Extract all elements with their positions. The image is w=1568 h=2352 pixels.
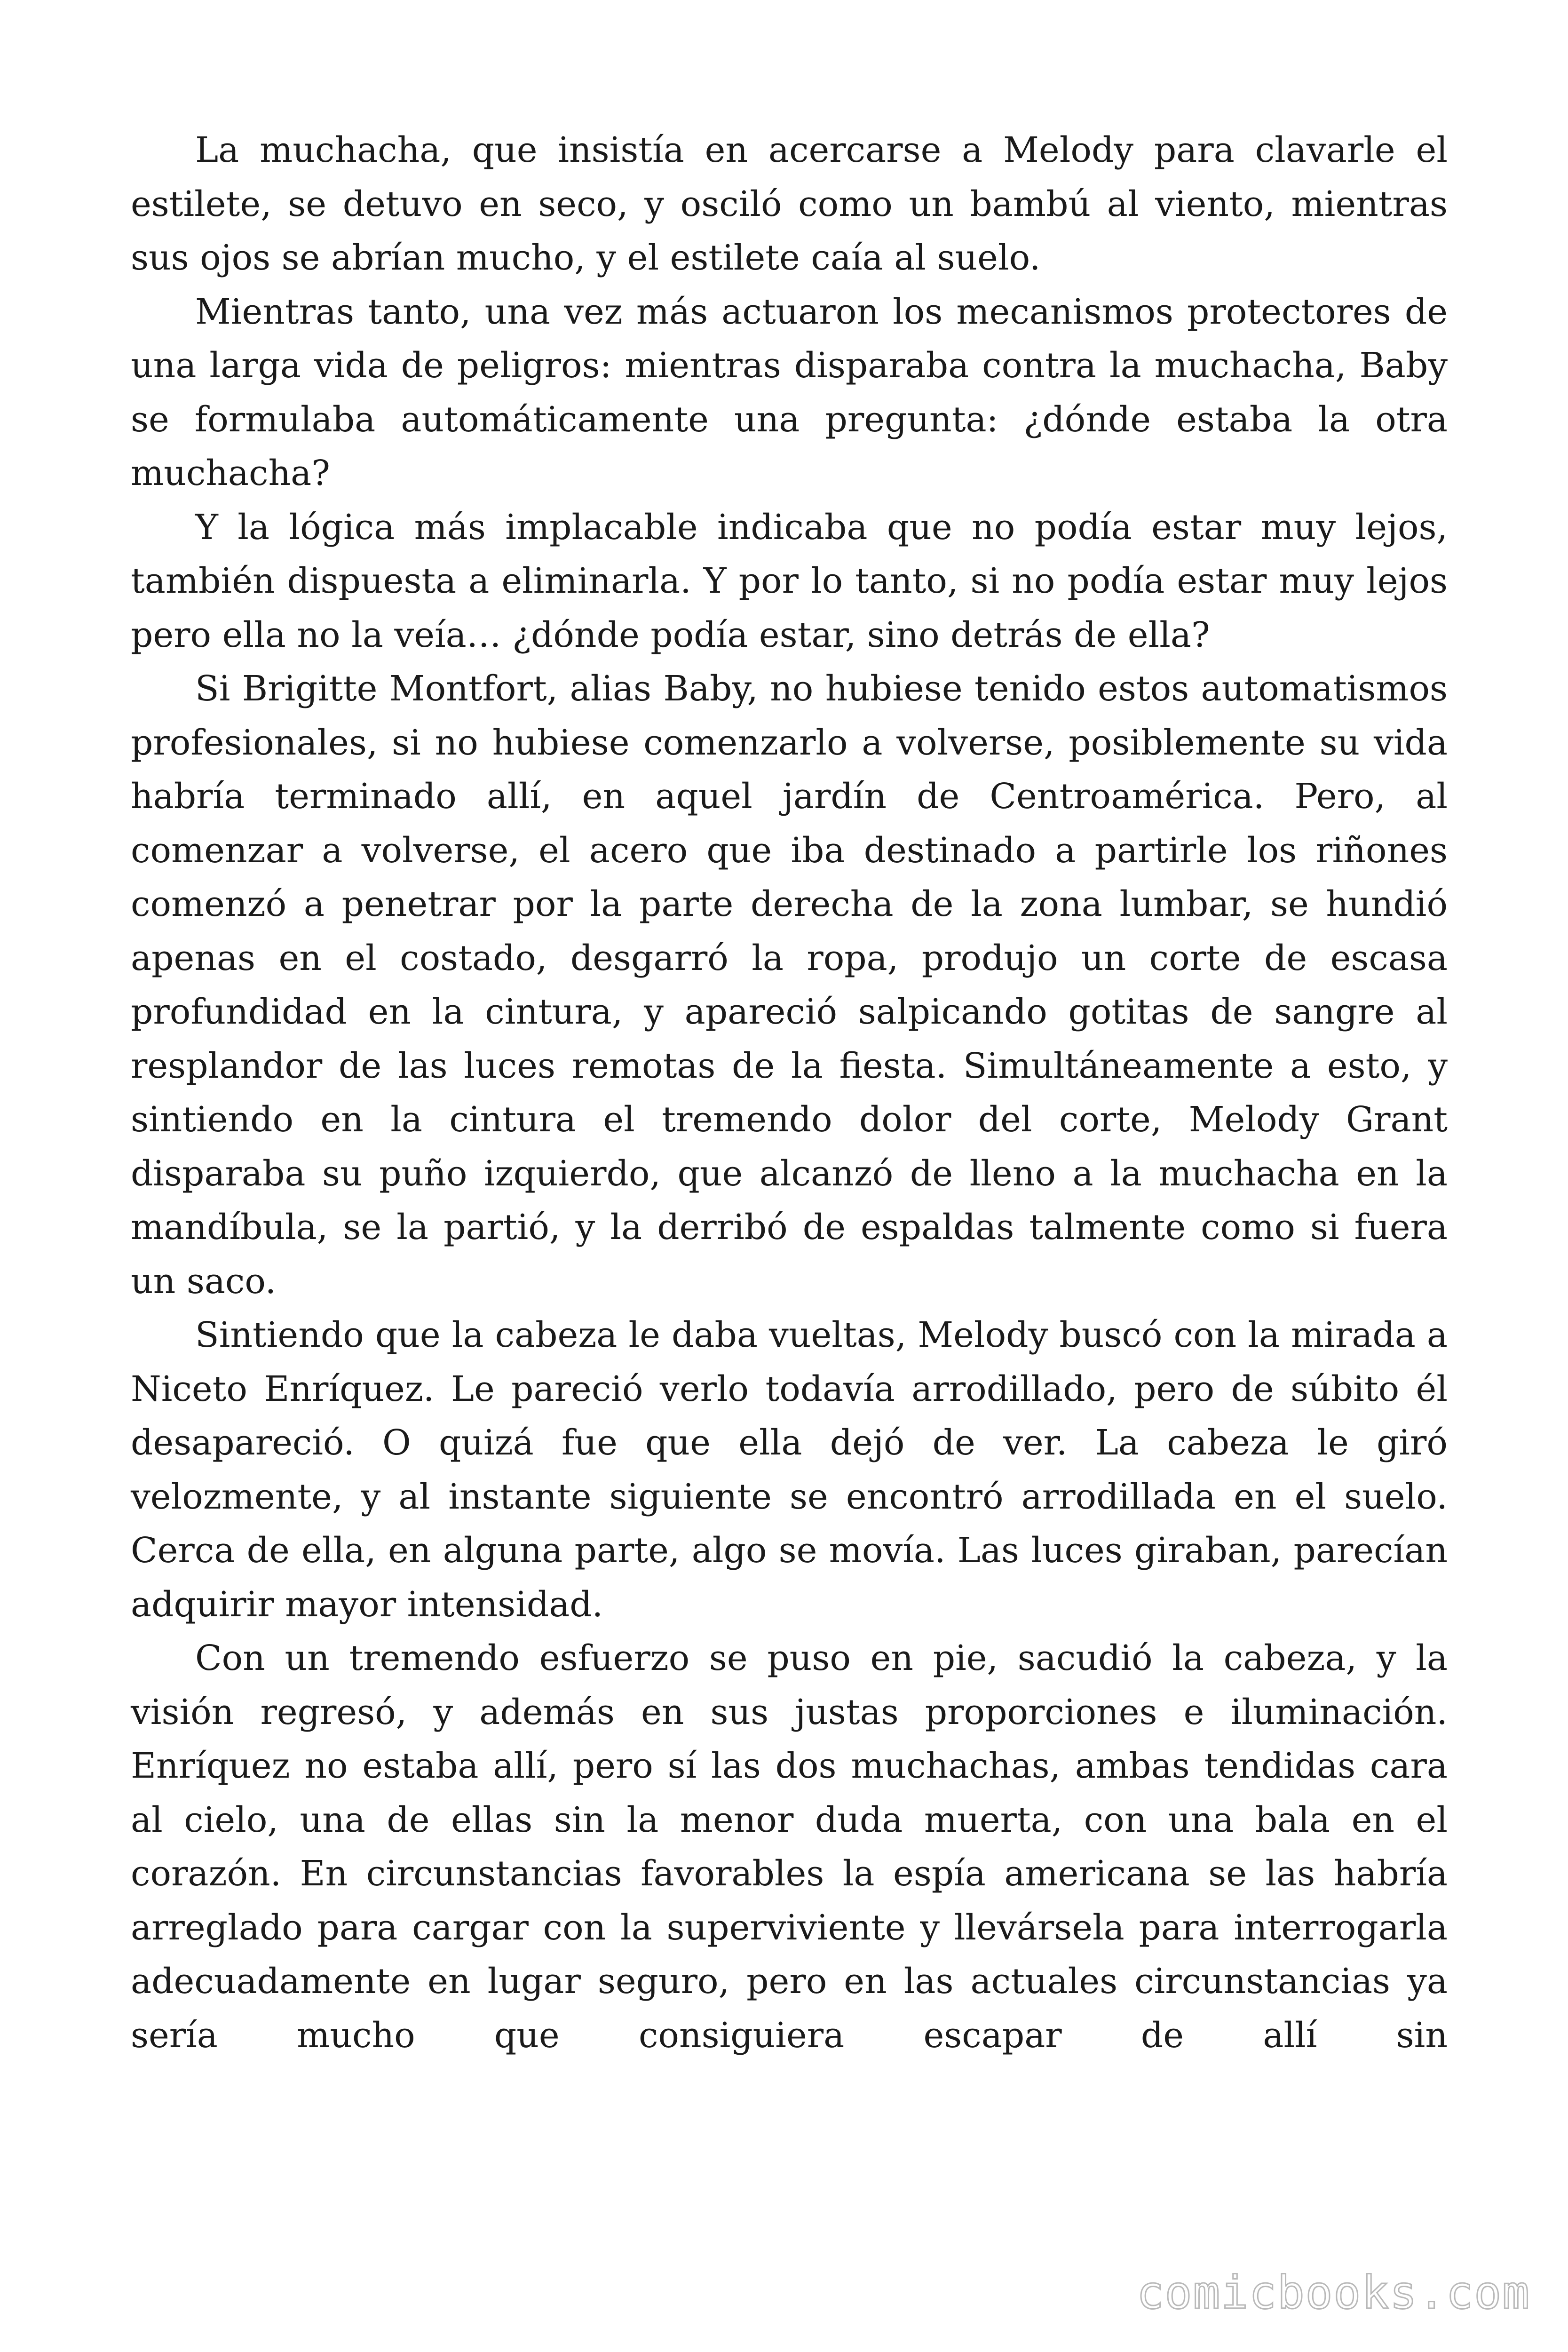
watermark: comicbooks.com (1136, 2266, 1530, 2319)
paragraph-3: Y la lógica más implacable indicaba que no podía estar muy lejos, también dispuesta a eliminarla. Y por lo tanto, si no podía estar muy lejos pero ella no la veía… ¿dónde podía estar, sino detrás de ella? (131, 507, 1448, 655)
paragraph-1: La muchacha, que insistía en acercarse a Melody para clavarle el estilete, se detuvo en seco, y osciló como un bambú al viento, mientras sus ojos se abrían mucho, y el estilete caía al suelo. (131, 130, 1448, 278)
paragraph-5: Sintiendo que la cabeza le daba vueltas, Melody buscó con la mirada a Niceto Enríquez. Le pareció verlo todavía arrodillado, pero de súbito él desapareció. O quizá fue que ella dejó de ver. La cabeza le giró velozmente, y al instante siguiente se encontró arrodillada en el suelo. Cerca de ella, en alguna parte, algo se movía. Las luces giraban, parecían adquirir mayor intensidad. (131, 1315, 1448, 1625)
paragraph-4: Si Brigitte Montfort, alias Baby, no hubiese tenido estos automatismos profesionales, si no hubiese comenzarlo a volverse, posiblemente su vida habría terminado allí, en aquel jardín de Centroamérica. Pero, al comenzar a volverse, el acero que iba destinado a partirle los riñones comenzó a penetrar por la parte derecha de la zona lumbar, se hundió apenas en el costado, desgarró la ropa, produjo un corte de escasa profundidad en la cintura, y apareció salpicando gotitas de sangre al resplandor de las luces remotas de la fiesta. Simultáneamente a esto, y sintiendo en la cintura el tremendo dolor del corte, Melody Grant disparaba su puño izquierdo, que alcanzó de lleno a la muchacha en la mandíbula, se la partió, y la derribó de espaldas talmente como si fuera un saco. (131, 668, 1448, 1302)
paragraph-2: Mientras tanto, una vez más actuaron los mecanismos protectores de una larga vida de peligros: mientras disparaba contra la muchacha, Baby se formulaba automáticamente una pregunta: ¿dónde estaba la otra muchacha? (131, 291, 1448, 493)
paragraph-6: Con un tremendo esfuerzo se puso en pie, sacudió la cabeza, y la visión regresó, y además en sus justas proporciones e iluminación. Enríquez no estaba allí, pero sí las dos muchachas, ambas tendidas cara al cielo, una de ellas sin la menor duda muerta, con una bala en el corazón. En circunstancias favorables la espía americana se las habría arreglado para cargar con la superviviente y llevársela para interrogarla adecuadamente en lugar seguro, pero en las actuales circunstancias ya sería mucho que consiguiera escapar de allí sin (131, 1638, 1448, 2056)
body-text (131, 123, 1448, 2062)
